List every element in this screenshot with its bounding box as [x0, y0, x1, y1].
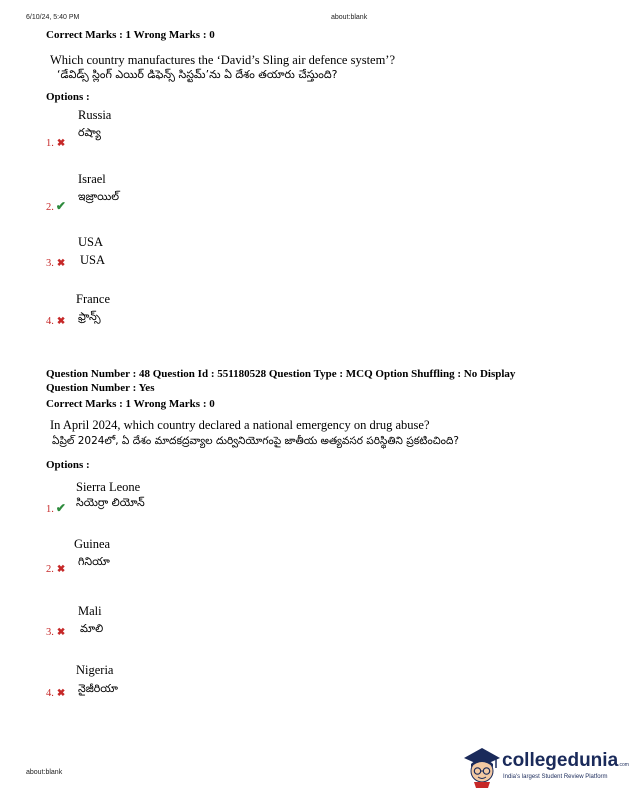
q2-text-te: ఏప్రిల్ 2024లో, ఏ దేశం మాదకద్రవ్యాల దుర్వినియోగంపై జాతీయ అత్యవసర పరిస్థితిని ప్రకటించింది? — [52, 435, 459, 447]
q1-marks: Correct Marks : 1 Wrong Marks : 0 — [46, 29, 215, 41]
q2-option-2-en: Guinea — [74, 537, 111, 551]
q1-option-1-en: Russia — [78, 108, 112, 122]
cross-icon: ✖ — [56, 627, 66, 638]
cross-icon: ✖ — [56, 564, 66, 575]
check-icon: ✔ — [55, 199, 66, 213]
q1-option-2-te: ఇజ్రాయిల్ — [78, 190, 120, 203]
q2-option-2-marker — [46, 564, 65, 575]
logo-wordmark: collegedunia — [502, 750, 619, 771]
q2-option-4-marker — [46, 688, 65, 699]
q1-option-2-en: Israel — [78, 172, 106, 186]
q2-option-4-te: నైజీరియా — [78, 682, 118, 695]
q1-option-3-en: USA — [78, 235, 104, 249]
q2-option-4-en: Nigeria — [76, 663, 114, 677]
q2-option-1-te: సియెర్రా లియోన్ — [76, 496, 145, 509]
q2-marks: Correct Marks : 1 Wrong Marks : 0 — [46, 398, 215, 410]
q1-option-2-marker — [46, 199, 66, 214]
option-number: 4. — [46, 688, 54, 699]
logo-suffix: .com — [618, 762, 629, 768]
q1-options-label: Options : — [46, 91, 90, 103]
cross-icon: ✖ — [56, 688, 66, 699]
q1-text-en: Which country manufactures the ‘David’s Sling air defence system’? — [50, 53, 396, 67]
option-number: 3. — [46, 627, 54, 638]
q2-meta-line1: Question Number : 48 Question Id : 551180528 Question Type : MCQ Option Shuffling : No Display — [46, 368, 516, 380]
option-number: 1. — [46, 138, 54, 149]
logo-tagline: India's largest Student Review Platform — [503, 774, 608, 780]
q2-text-en: In April 2024, which country declared a national emergency on drug abuse? — [50, 418, 430, 432]
q2-option-2-te: గినియా — [78, 555, 110, 568]
q2-option-3-en: Mali — [78, 604, 102, 618]
option-number: 1. — [46, 504, 54, 515]
print-url: about:blank — [331, 14, 368, 21]
option-number: 2. — [46, 202, 54, 213]
print-datetime: 6/10/24, 5:40 PM — [26, 14, 80, 21]
q1-option-4-marker — [46, 316, 65, 327]
q2-meta-line2: Question Number : Yes — [46, 382, 155, 394]
q1-option-3-marker — [46, 258, 65, 269]
q2-option-3-te: మాలి — [80, 622, 104, 635]
q1-option-1-te: రష్యా — [78, 126, 101, 139]
q1-option-3-te: USA — [80, 253, 106, 267]
footer-url: about:blank — [26, 769, 63, 776]
q2-option-1-marker — [46, 501, 66, 516]
collegedunia-logo — [460, 744, 629, 788]
cross-icon: ✖ — [56, 316, 66, 327]
option-number: 3. — [46, 258, 54, 269]
option-number: 2. — [46, 564, 54, 575]
q2-option-3-marker — [46, 627, 65, 638]
cross-icon: ✖ — [56, 138, 66, 149]
q2-options-label: Options : — [46, 459, 90, 471]
option-number: 4. — [46, 316, 54, 327]
check-icon: ✔ — [55, 501, 66, 515]
mascot-icon — [460, 744, 504, 788]
q2-option-1-en: Sierra Leone — [76, 480, 141, 494]
q1-option-4-en: France — [76, 292, 111, 306]
q1-option-4-te: ఫ్రాన్స్ — [78, 310, 101, 323]
cross-icon: ✖ — [56, 258, 66, 269]
q1-text-te: ‘డేవిడ్స్ స్లింగ్ ఎయిర్ డిఫెన్స్ సిస్టమ్’ను ఏ దేశం తయారు చేస్తుంది? — [57, 68, 338, 81]
q1-option-1-marker — [46, 138, 65, 149]
